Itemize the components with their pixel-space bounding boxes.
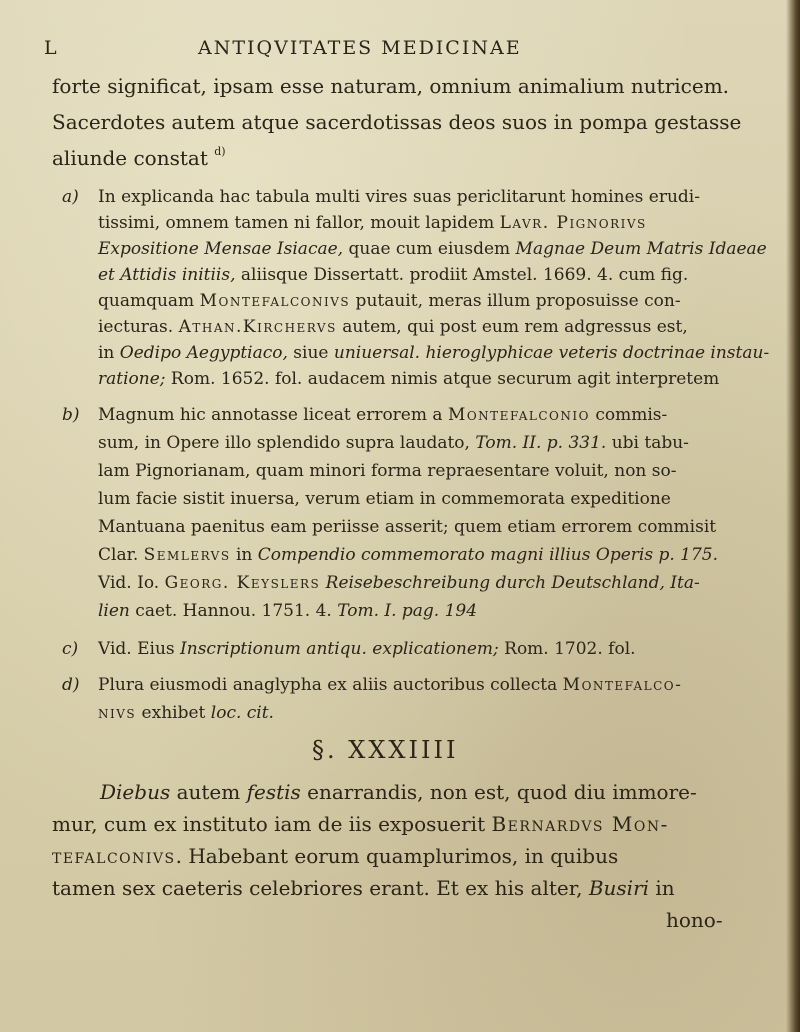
text-line: Vid. Eius Inscriptionum antiqu. explicationem; Rom. 1702. fol. xyxy=(98,639,636,659)
text-line: Diebus autem festis enarrandis, non est, quod diu immore- xyxy=(100,780,697,804)
text-line: tissimi, omnem tamen ni fallor, mouit lapidem Lavr. Pignorivs xyxy=(98,213,647,233)
text-line: quamquam Montefalconivs putauit, meras illum proposuisse con- xyxy=(98,291,681,311)
text-line: In explicanda hac tabula multi vires suas periclitarunt homines erudi- xyxy=(98,187,700,207)
page-number: L xyxy=(44,37,59,59)
text-line: Clar. Semlervs in Compendio commemorato magni illius Operis p. 175. xyxy=(98,545,719,565)
text-line: sum, in Opere illo splendido supra laudato, Tom. II. p. 331. ubi tabu- xyxy=(98,433,689,453)
text-line: lam Pignorianam, quam minori forma repraesentare voluit, non so- xyxy=(98,461,677,481)
footnote-ref-d: d) xyxy=(214,145,226,158)
text-line: forte significat, ipsam esse naturam, omnium animalium nutricem. xyxy=(52,74,730,98)
text-line: Expositione Mensae Isiacae, quae cum eiusdem Magnae Deum Matris Idaeae xyxy=(98,239,767,259)
text-line: ratione; Rom. 1652. fol. audacem nimis atque securum agit interpretem xyxy=(98,369,720,389)
footnote-mark: c) xyxy=(62,639,79,659)
text-line: nivs exhibet loc. cit. xyxy=(98,703,274,723)
text-line: in Oedipo Aegyptiaco, siue uniuersal. hieroglyphicae veteris doctrinae instau- xyxy=(98,343,770,363)
running-title: ANTIQVITATES MEDICINAE xyxy=(198,37,522,59)
text-line: Vid. Io. Georg. Keyslers Reisebeschreibung durch Deutschland, Ita- xyxy=(98,573,700,593)
text-line: aliunde constat $^{d)}$ xyxy=(52,145,226,170)
footnote-mark: b) xyxy=(62,405,80,425)
text-line: Sacerdotes autem atque sacerdotissas deos suos in pompa gestasse xyxy=(52,110,742,134)
page-edge-shadow xyxy=(786,0,800,1032)
text-line: mur, cum ex instituto iam de iis exposuerit Bernardvs Mon- xyxy=(52,812,669,836)
catchword: hono- xyxy=(666,908,723,932)
section-heading: §. XXXIIII xyxy=(312,736,459,764)
text-line: iecturas. Athan.Kirchervs autem, qui post eum rem adgressus est, xyxy=(98,317,688,337)
text-line: Mantuana paenitus eam periisse asserit; quem etiam errorem commisit xyxy=(98,517,717,537)
text-line: tefalconivs. Habebant eorum quamplurimos, in quibus xyxy=(52,844,619,868)
text-line: Plura eiusmodi anaglypha ex aliis auctoribus collecta Montefalco- xyxy=(98,675,683,695)
footnote-mark: a) xyxy=(62,187,79,207)
text-line: et Attidis initiis, aliisque Dissertatt. prodiit Amstel. 1669. 4. cum fig. xyxy=(98,265,689,285)
text-line: lum facie sistit inuersa, verum etiam in commemorata expeditione xyxy=(98,489,671,509)
text-line: Magnum hic annotasse liceat errorem a Montefalconio commis- xyxy=(98,405,668,425)
text-line: tamen sex caeteris celebriores erant. Et ex his alter, Busiri in xyxy=(52,876,675,900)
text-line: lien caet. Hannou. 1751. 4. Tom. I. pag. 194 xyxy=(98,601,478,621)
footnote-mark: d) xyxy=(62,675,80,695)
